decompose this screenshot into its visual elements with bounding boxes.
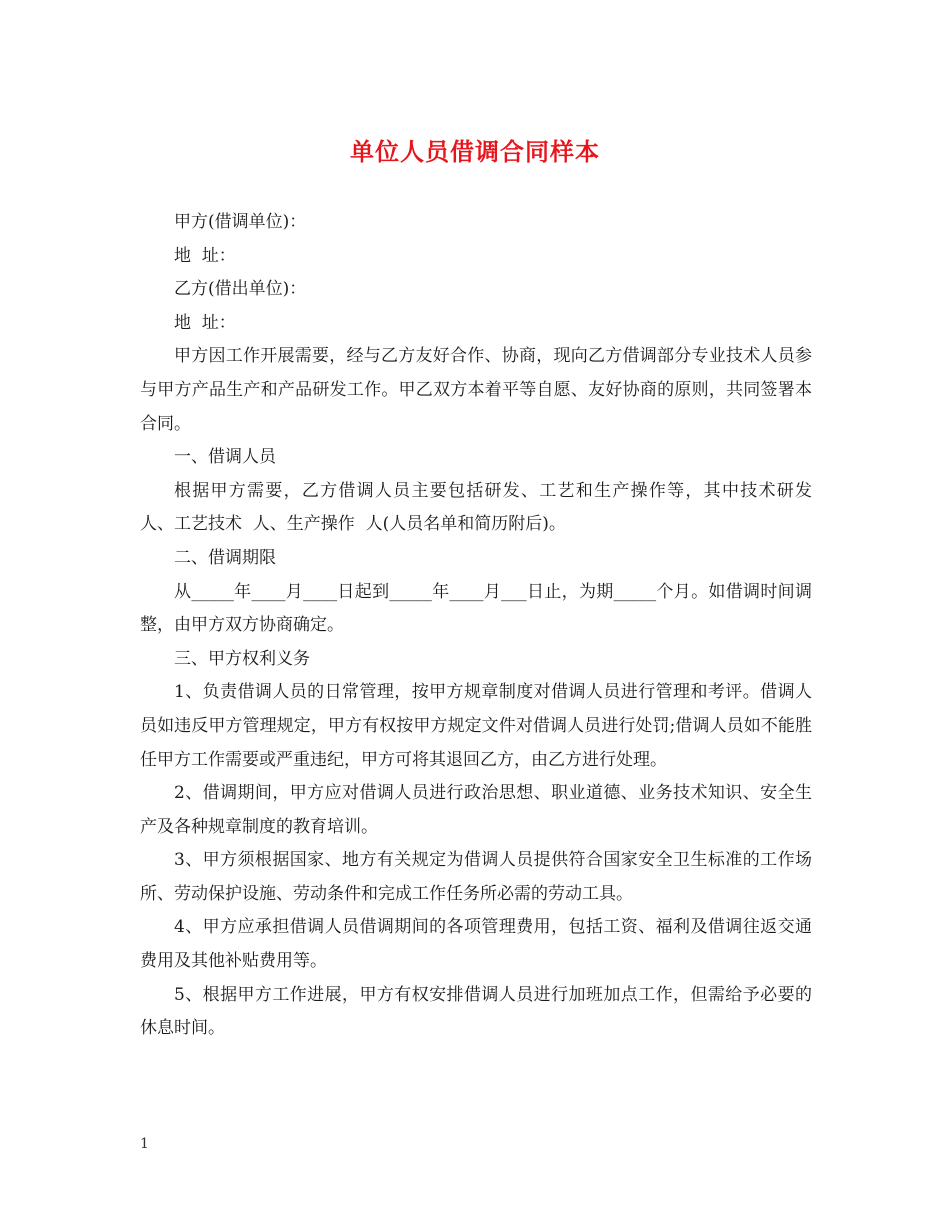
section-heading-personnel: 一、借调人员 [174,447,276,468]
clause-3: 3、甲方须根据国家、地方有关规定为借调人员提供符合国家安全卫生标准的工作场所、劳动保护设施、劳动条件和完成工作任务所必需的劳动工具。 [140,850,812,904]
clause-2: 2、借调期间，甲方应对借调人员进行政治思想、职业道德、业务技术知识、安全生产及各种规章制度的教育培训。 [140,783,812,837]
party-b-line: 乙方(借出单位)： [174,279,307,300]
personnel-paragraph: 根据甲方需要，乙方借调人员主要包括研发、工艺和生产操作等，其中技术研发 人、工艺技术 人、生产操作 人(人员名单和简历附后)。 [140,480,823,535]
clause-1: 1、负责借调人员的日常管理，按甲方规章制度对借调人员进行管理和考评。借调人员如违反甲方管理规定，甲方有权按甲方规定文件对借调人员进行处罚;借调人员如不能胜任甲方工作需要或严重违纪，甲方可将其退回乙方，由乙方进行处理。 [140,682,812,770]
preamble-paragraph: 甲方因工作开展需要，经与乙方友好合作、协商，现向乙方借调部分专业技术人员参与甲方产品生产和产品研发工作。甲乙双方本着平等自愿、友好协商的原则，共同签署本合同。 [140,346,812,434]
section-heading-term: 二、借调期限 [174,547,276,568]
party-a-line: 甲方(借调单位)： [174,212,307,232]
document-title: 单位人员借调合同样本 [350,138,600,166]
party-b-address: 地 址： [174,312,236,333]
page-number: 1 [140,1136,149,1152]
section-heading-party-a-rights: 三、甲方权利义务 [174,648,310,669]
term-paragraph: 从_____年____月____日起到_____年____月___日止，为期_____个月。如借调时间调整，由甲方双方协商确定。 [140,581,812,636]
document-body [140,206,823,1046]
party-a-address: 地 址： [174,245,236,266]
clause-5: 5、根据甲方工作进展，甲方有权安排借调人员进行加班加点工作，但需给予必要的休息时间。 [140,984,812,1039]
clause-4: 4、甲方应承担借调人员借调期间的各项管理费用，包括工资、福利及借调往返交通费用及其他补贴费用等。 [140,917,812,972]
